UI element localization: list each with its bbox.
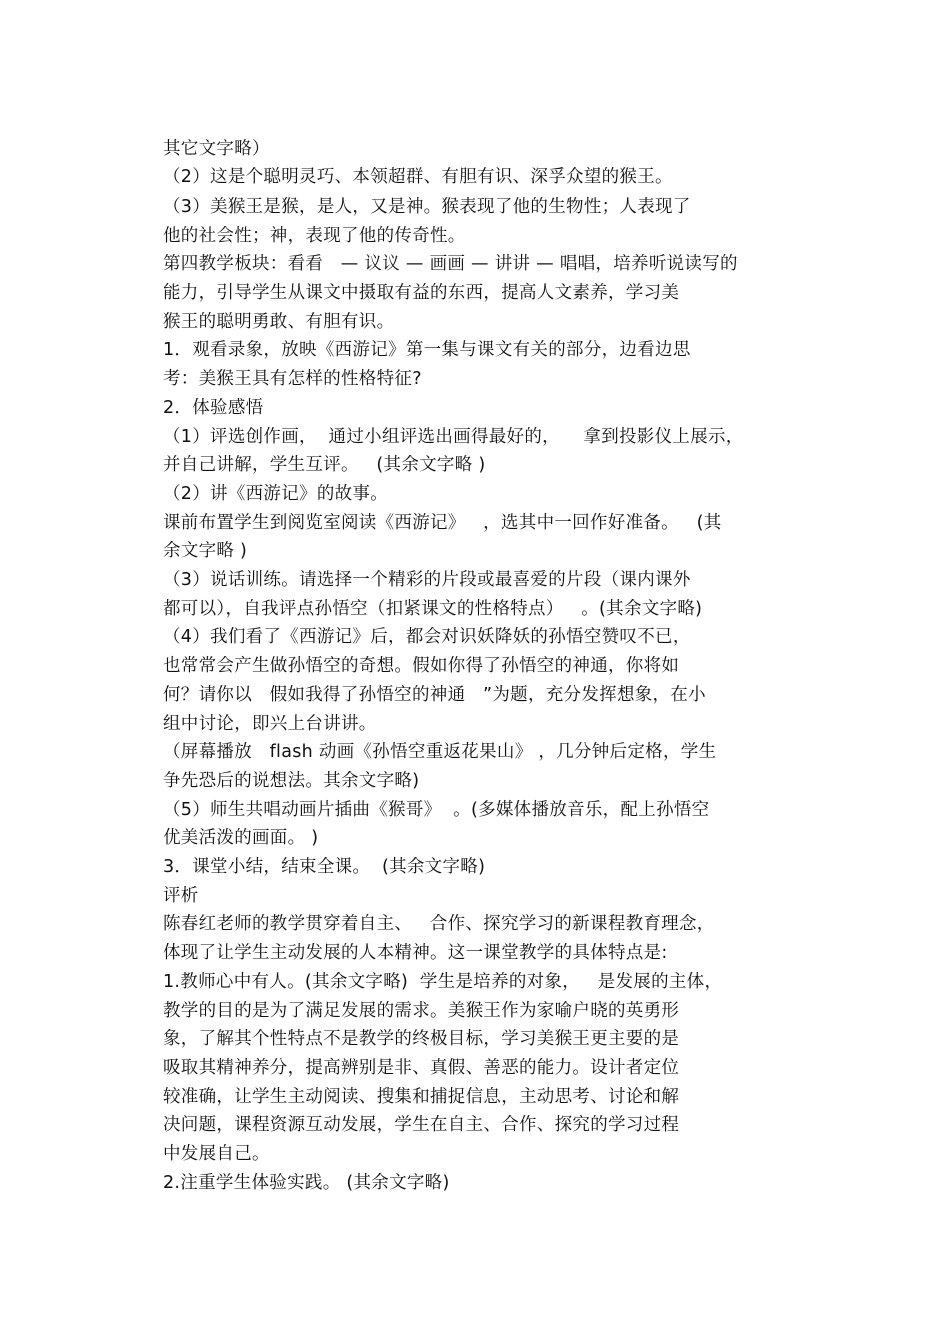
text-line: 课前布置学生到阅览室阅读《西游记》 ，选其中一回作好准备。 (其 xyxy=(163,513,722,533)
text-line: 2.注重学生体验实践。 (其余文字略) xyxy=(163,1173,450,1193)
text-line: 教学的目的是为了满足发展的需求。美猴王作为家喻户晓的英勇形 xyxy=(163,1001,680,1021)
text-line: 3．课堂小结，结束全课。 (其余文字略) xyxy=(163,857,486,877)
text-line: （2）这是个聪明灵巧、本领超群、有胆有识、深孚众望的猴王。 xyxy=(163,167,673,187)
text-line: （5）师生共唱动画片插曲《猴哥》 。(多媒体播放音乐，配上孙悟空 xyxy=(163,800,710,820)
text-line: 中发展自己。 xyxy=(163,1144,270,1164)
text-line: 余文字略 ) xyxy=(163,541,248,561)
text-line: 评析 xyxy=(163,886,199,906)
text-line: 吸取其精神养分，提高辨别是非、真假、善恶的能力。设计者定位 xyxy=(163,1058,680,1078)
text-line: （4）我们看了《西游记》后，都会对识妖降妖的孙悟空赞叹不已， xyxy=(163,627,691,647)
text-line: 也常常会产生做孙悟空的奇想。假如你得了孙悟空的神通，你将如 xyxy=(163,656,680,676)
text-line: 较准确，让学生主动阅读、搜集和捕捉信息，主动思考、讨论和解 xyxy=(163,1087,680,1107)
text-line: （2）讲《西游记》的故事。 xyxy=(163,484,389,504)
text-line: （屏幕播放 flash 动画《孙悟空重返花果山》 ，几分钟后定格，学生 xyxy=(163,742,717,762)
text-line: 他的社会性；神，表现了他的传奇性。 xyxy=(163,226,466,246)
text-line: 能力，引导学生从课文中摄取有益的东西，提高人文素养，学习美 xyxy=(163,283,680,303)
text-line: 争先恐后的说想法。其余文字略) xyxy=(163,771,420,791)
text-line: （3）美猴王是猴，是人，又是神。猴表现了他的生物性；人表现了 xyxy=(163,197,691,217)
text-line: 1．观看录象，放映《西游记》第一集与课文有关的部分，边看边思 xyxy=(163,340,691,360)
text-line: 猴王的聪明勇敢、有胆有识。 xyxy=(163,312,395,332)
text-line: 陈春红老师的教学贯穿着自主、 合作、探究学习的新课程教育理念， xyxy=(163,914,715,934)
text-line: 象，了解其个性特点不是教学的终极目标，学习美猴王更主要的是 xyxy=(163,1029,680,1049)
text-line: 优美活泼的画面。 ) xyxy=(163,828,319,848)
text-line: 2．体验感悟 xyxy=(163,398,264,418)
text-line: 组中讨论，即兴上台讲讲。 xyxy=(163,714,377,734)
text-line: 决问题，课程资源互动发展，学生在自主、合作、探究的学习过程 xyxy=(163,1115,680,1135)
text-line: 并自己讲解，学生互评。 (其余文字略 ) xyxy=(163,455,486,475)
text-line: （1）评选创作画， 通过小组评选出画得最好的， 拿到投影仪上展示， xyxy=(163,427,744,447)
text-line: 考：美猴王具有怎样的性格特征? xyxy=(163,369,422,389)
text-line: 何？请你以 假如我得了孙悟空的神通 ”为题，充分发挥想象，在小 xyxy=(163,685,706,705)
text-line: 其它文字略） xyxy=(163,139,270,159)
text-line: 1.教师心中有人。(其余文字略) 学生是培养的对象， 是发展的主体， xyxy=(163,972,723,992)
text-line: （3）说话训练。请选择一个精彩的片段或最喜爱的片段（课内课外 xyxy=(163,570,691,590)
text-line: 第四教学板块：看看 — 议议 — 画画 — 讲讲 — 唱唱，培养听说读写的 xyxy=(163,254,738,274)
text-line: 体现了让学生主动发展的人本精神。这一课堂教学的具体特点是: xyxy=(163,943,668,963)
text-line: 都可以），自我评点孙悟空（扣紧课文的性格特点） 。(其余文字略) xyxy=(163,599,703,619)
